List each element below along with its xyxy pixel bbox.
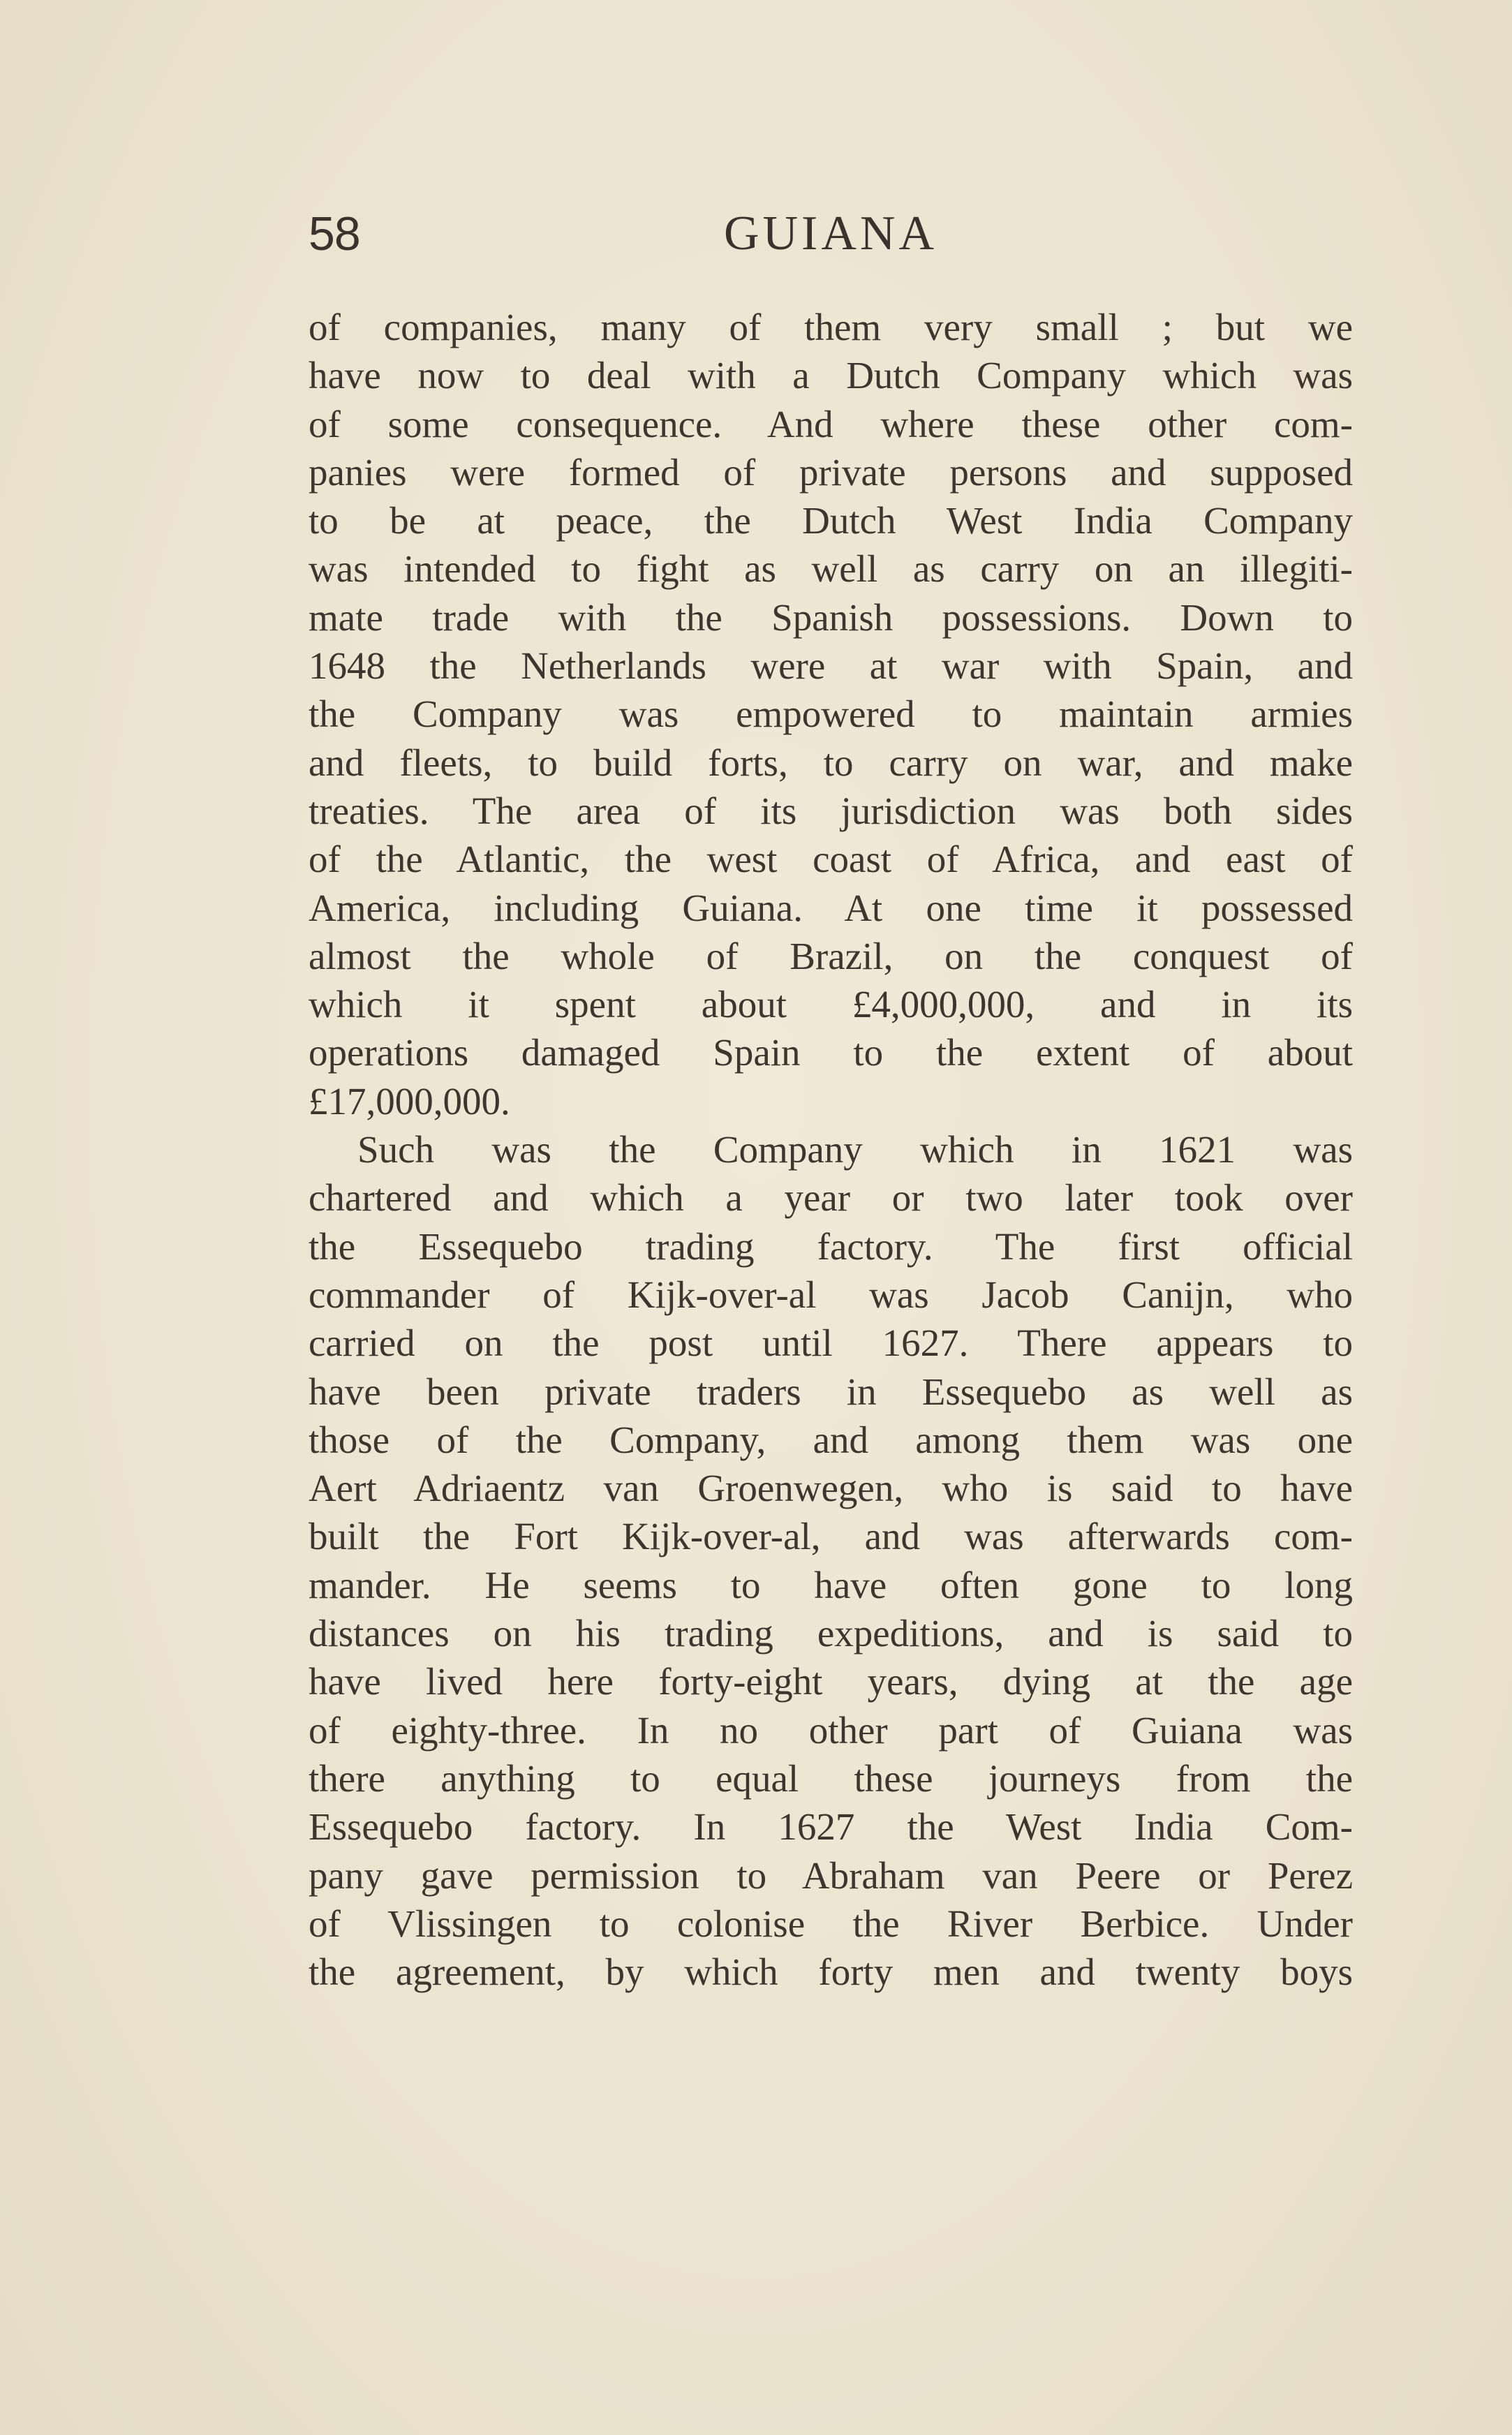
paragraph-start-line: Such was the Company which in 1621 was xyxy=(357,1128,1353,1171)
text-line: mander. He seems to have often gone to long xyxy=(309,1563,1353,1606)
text-line: pany gave permission to Abraham van Peere or Perez xyxy=(309,1853,1353,1897)
text-line: the Company was empowered to maintain armies xyxy=(309,693,1353,736)
text-line: which it spent about £4,000,000, and in its xyxy=(309,983,1353,1026)
text-line: distances on his trading expeditions, and is said to xyxy=(309,1612,1353,1655)
text-line: operations damaged Spain to the extent of about xyxy=(309,1031,1353,1074)
text-line: the agreement, by which forty men and twenty boys xyxy=(309,1951,1353,1994)
text-line: the Essequebo trading factory. The first official xyxy=(309,1224,1353,1268)
text-line: have now to deal with a Dutch Company which was xyxy=(309,354,1353,397)
text-line: of companies, many of them very small ; but we xyxy=(309,306,1353,348)
text-line: those of the Company, and among them was one xyxy=(309,1418,1353,1461)
text-line: to be at peace, the Dutch West India Company xyxy=(309,499,1353,542)
text-line: there anything to equal these journeys from the xyxy=(309,1756,1353,1800)
text-line: of eighty-three. In no other part of Guiana was xyxy=(309,1708,1353,1752)
text-line: Aert Adriaentz van Groenwegen, who is said to have xyxy=(309,1467,1353,1510)
text-line: chartered and which a year or two later took over xyxy=(309,1176,1353,1220)
running-title: GUIANA xyxy=(723,207,938,260)
text-line: of the Atlantic, the west coast of Africa, and east of xyxy=(309,838,1353,881)
text-line: treaties. The area of its jurisdiction was both sides xyxy=(309,789,1353,832)
text-line: America, including Guiana. At one time it possessed xyxy=(309,886,1353,929)
text-line: commander of Kijk-over-al was Jacob Canijn, who xyxy=(309,1273,1353,1316)
page-number: 58 xyxy=(309,207,360,260)
paragraph-end-line: £17,000,000. xyxy=(309,1079,510,1123)
text-line: of Vlissingen to colonise the River Berbice. Under xyxy=(309,1902,1353,1945)
text-line: have been private traders in Essequebo as well as xyxy=(309,1370,1353,1413)
text-line: panies were formed of private persons and supposed xyxy=(309,450,1353,494)
text-line: carried on the post until 1627. There appears to xyxy=(309,1322,1353,1365)
text-line: of some consequence. And where these other com- xyxy=(309,402,1353,445)
page-header xyxy=(309,202,1353,265)
text-line: built the Fort Kijk-over-al, and was afterwards com- xyxy=(309,1515,1353,1558)
text-line: Essequebo factory. In 1627 the West India Com- xyxy=(309,1805,1353,1849)
body-text xyxy=(309,303,1353,1996)
text-line: mate trade with the Spanish possessions. Down to xyxy=(309,595,1353,639)
text-line: 1648 the Netherlands were at war with Spain, and xyxy=(309,644,1353,688)
text-line: and fleets, to build forts, to carry on war, and make xyxy=(309,741,1353,784)
text-line: was intended to fight as well as carry on an illegiti- xyxy=(309,547,1353,591)
text-line: have lived here forty-eight years, dying at the age xyxy=(309,1660,1353,1703)
text-line: almost the whole of Brazil, on the conquest of xyxy=(309,934,1353,977)
